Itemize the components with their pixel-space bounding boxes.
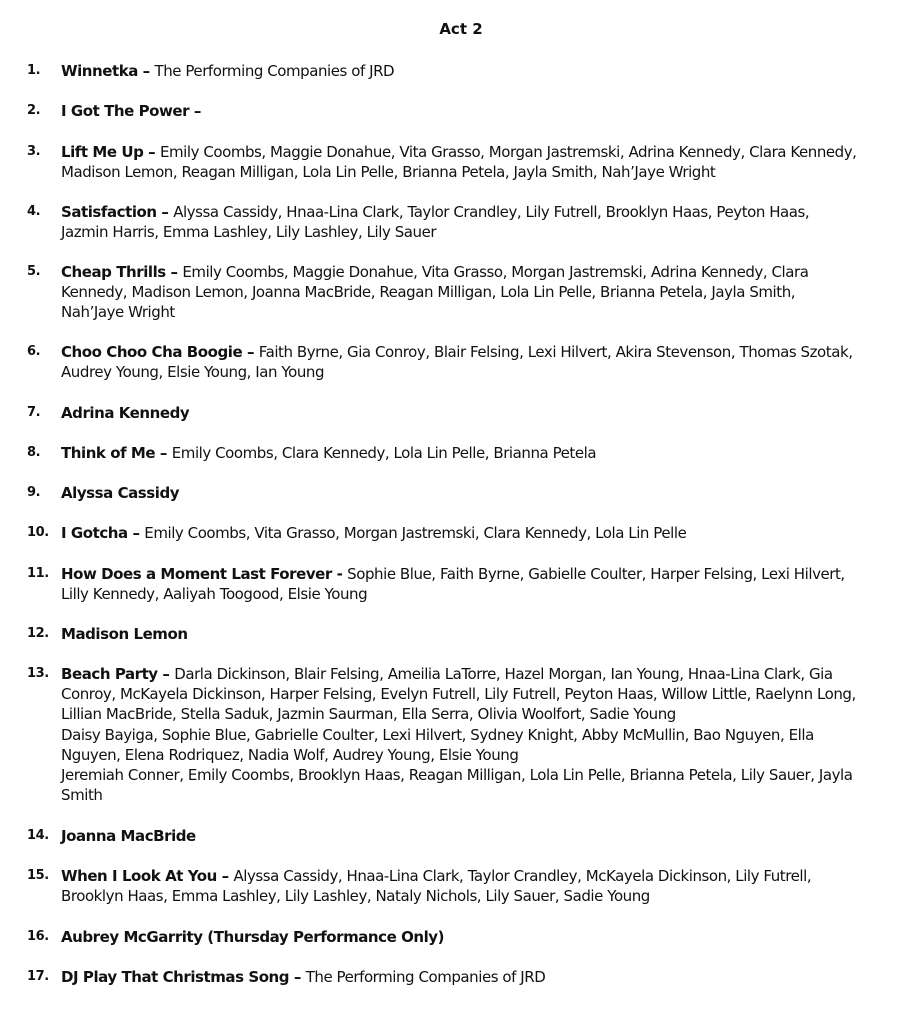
item-content xyxy=(61,866,897,906)
performer-names: Darla Dickinson, Blair Felsing, Ameilia LaTorre, Hazel Morgan, Ian Young, Hnaa-Lina Clark, Gia xyxy=(174,665,833,683)
act-title: Act 2 xyxy=(439,20,483,38)
item-first-line xyxy=(61,624,897,644)
item-content xyxy=(61,826,897,846)
performer-names: The Performing Companies of JRD xyxy=(154,62,395,80)
item-content xyxy=(61,523,897,543)
item-number: 9. xyxy=(27,485,41,500)
program-item xyxy=(27,342,897,382)
item-number: 10. xyxy=(27,525,49,540)
song-title: Cheap Thrills xyxy=(61,263,166,281)
program-item xyxy=(27,403,897,423)
item-number: 13. xyxy=(27,666,49,681)
item-number: 11. xyxy=(27,566,49,581)
song-title: Aubrey McGarrity (Thursday Performance Only) xyxy=(61,928,445,946)
performer-names: Faith Byrne, Gia Conroy, Blair Felsing, Lexi Hilvert, Akira Stevenson, Thomas Szotak, xyxy=(258,343,853,361)
item-number: 16. xyxy=(27,929,49,944)
performer-names: Alyssa Cassidy, Hnaa-Lina Clark, Taylor Crandley, Lily Futrell, Brooklyn Haas, Peyton Haas, xyxy=(173,203,810,221)
item-first-line xyxy=(61,483,897,503)
performer-names-line: Lillian MacBride, Stella Saduk, Jazmin Saurman, Ella Serra, Olivia Woolfort, Sadie Young xyxy=(61,705,676,724)
performer-names-line: Jeremiah Conner, Emily Coombs, Brooklyn Haas, Reagan Milligan, Lola Lin Pelle, Brianna Petela, Lily Sauer, Jayla xyxy=(61,766,853,785)
separator-dash: – xyxy=(137,62,155,80)
program-item xyxy=(27,483,897,503)
performer-names-line: Madison Lemon, Reagan Milligan, Lola Lin Pelle, Brianna Petela, Jayla Smith, Nah’Jaye Wright xyxy=(61,163,716,182)
song-title: I Gotcha xyxy=(61,524,128,542)
song-title: Satisfaction xyxy=(61,203,157,221)
item-number: 5. xyxy=(27,264,41,279)
item-first-line xyxy=(61,664,897,684)
item-number: 17. xyxy=(27,969,49,984)
item-first-line xyxy=(61,523,897,543)
song-title: Joanna MacBride xyxy=(61,827,196,845)
item-number: 1. xyxy=(27,63,41,78)
item-content xyxy=(61,101,897,121)
item-first-line xyxy=(61,342,897,362)
program-item xyxy=(27,142,897,182)
item-content xyxy=(61,564,897,604)
item-content xyxy=(61,142,897,182)
item-number: 6. xyxy=(27,344,41,359)
separator-dash: – xyxy=(157,665,175,683)
program-item xyxy=(27,624,897,644)
performer-names-line: Daisy Bayiga, Sophie Blue, Gabrielle Coulter, Lexi Hilvert, Sydney Knight, Abby McMullin, Bao Nguyen, Ella xyxy=(61,725,814,744)
program-item xyxy=(27,523,897,543)
song-title: Beach Party xyxy=(61,665,158,683)
program-item xyxy=(27,564,897,604)
item-first-line xyxy=(61,927,897,947)
program-item xyxy=(27,967,897,987)
song-title: How Does a Moment Last Forever xyxy=(61,565,332,583)
performer-names-line: Kennedy, Madison Lemon, Joanna MacBride, Reagan Milligan, Lola Lin Pelle, Brianna Petela, Jayla Smith, xyxy=(61,283,796,302)
item-first-line xyxy=(61,443,897,463)
performer-names-line: Lilly Kennedy, Aaliyah Toogood, Elsie Young xyxy=(61,585,368,604)
item-content xyxy=(61,403,897,423)
performer-names-line: Conroy, McKayela Dickinson, Harper Felsing, Evelyn Futrell, Lily Futrell, Peyton Haas, Willow Little, Raelynn Long, xyxy=(61,685,856,704)
program-item xyxy=(27,101,897,121)
program-item xyxy=(27,61,897,81)
item-number: 15. xyxy=(27,868,49,883)
item-first-line xyxy=(61,564,897,584)
item-content xyxy=(61,443,897,463)
item-content xyxy=(61,342,897,382)
item-number: 14. xyxy=(27,828,49,843)
performer-names: The Performing Companies of JRD xyxy=(305,968,546,986)
program-item xyxy=(27,202,897,242)
performer-names-line: Nah’Jaye Wright xyxy=(61,303,175,322)
program-item xyxy=(27,927,897,947)
separator-dash: – xyxy=(156,203,174,221)
song-title: When I Look At You xyxy=(61,867,217,885)
separator-dash: – xyxy=(143,143,160,161)
song-title: Madison Lemon xyxy=(61,625,188,643)
performer-names-line: Jazmin Harris, Emma Lashley, Lily Lashley, Lily Sauer xyxy=(61,223,437,242)
item-first-line xyxy=(61,826,897,846)
performer-names: Sophie Blue, Faith Byrne, Gabielle Coulter, Harper Felsing, Lexi Hilvert, xyxy=(347,565,845,583)
song-title: Think of Me xyxy=(61,444,156,462)
separator-dash: – xyxy=(189,102,201,120)
song-title: Winnetka xyxy=(61,62,138,80)
separator-dash: – xyxy=(165,263,183,281)
item-first-line xyxy=(61,142,897,162)
program-item xyxy=(27,664,897,805)
item-content xyxy=(61,664,897,805)
performer-names: Emily Coombs, Clara Kennedy, Lola Lin Pelle, Brianna Petela xyxy=(171,444,597,462)
performer-names: Emily Coombs, Vita Grasso, Morgan Jastremski, Clara Kennedy, Lola Lin Pelle xyxy=(144,524,687,542)
item-number: 4. xyxy=(27,204,41,219)
song-title: Choo Choo Cha Boogie xyxy=(61,343,243,361)
item-first-line xyxy=(61,403,897,423)
performer-names: Emily Coombs, Maggie Donahue, Vita Grasso, Morgan Jastremski, Adrina Kennedy, Clara xyxy=(182,263,809,281)
program-item xyxy=(27,866,897,906)
separator-dash: – xyxy=(127,524,145,542)
performer-names-line: Brooklyn Haas, Emma Lashley, Lily Lashley, Nataly Nichols, Lily Sauer, Sadie Young xyxy=(61,887,650,906)
song-title: I Got The Power xyxy=(61,102,190,120)
separator-dash: – xyxy=(242,343,259,361)
performer-names-line: Audrey Young, Elsie Young, Ian Young xyxy=(61,363,325,382)
item-number: 7. xyxy=(27,405,41,420)
program-item xyxy=(27,443,897,463)
song-title: Lift Me Up xyxy=(61,143,144,161)
item-first-line xyxy=(61,262,897,282)
item-content xyxy=(61,483,897,503)
item-content xyxy=(61,624,897,644)
item-number: 12. xyxy=(27,626,49,641)
separator-dash: – xyxy=(289,968,306,986)
song-title: DJ Play That Christmas Song xyxy=(61,968,290,986)
item-first-line xyxy=(61,967,897,987)
performer-names: Emily Coombs, Maggie Donahue, Vita Grasso, Morgan Jastremski, Adrina Kennedy, Clara Kennedy, xyxy=(159,143,857,161)
item-first-line xyxy=(61,101,897,121)
item-content xyxy=(61,262,897,323)
program-item xyxy=(27,262,897,323)
separator-dash: – xyxy=(155,444,172,462)
item-content xyxy=(61,967,897,987)
item-content xyxy=(61,202,897,242)
item-first-line xyxy=(61,61,897,81)
program-item xyxy=(27,826,897,846)
item-content xyxy=(61,61,897,81)
item-content xyxy=(61,927,897,947)
separator-dash: – xyxy=(216,867,234,885)
song-title: Adrina Kennedy xyxy=(61,404,190,422)
song-title: Alyssa Cassidy xyxy=(61,484,180,502)
performer-names: Alyssa Cassidy, Hnaa-Lina Clark, Taylor Crandley, McKayela Dickinson, Lily Futrell, xyxy=(233,867,812,885)
performer-names-line: Nguyen, Elena Rodriquez, Nadia Wolf, Audrey Young, Elsie Young xyxy=(61,745,519,764)
performer-names-line: Smith xyxy=(61,786,103,805)
item-number: 8. xyxy=(27,445,41,460)
separator-dash: - xyxy=(331,565,348,583)
item-number: 2. xyxy=(27,103,41,118)
item-first-line xyxy=(61,202,897,222)
item-first-line xyxy=(61,866,897,886)
item-number: 3. xyxy=(27,144,41,159)
